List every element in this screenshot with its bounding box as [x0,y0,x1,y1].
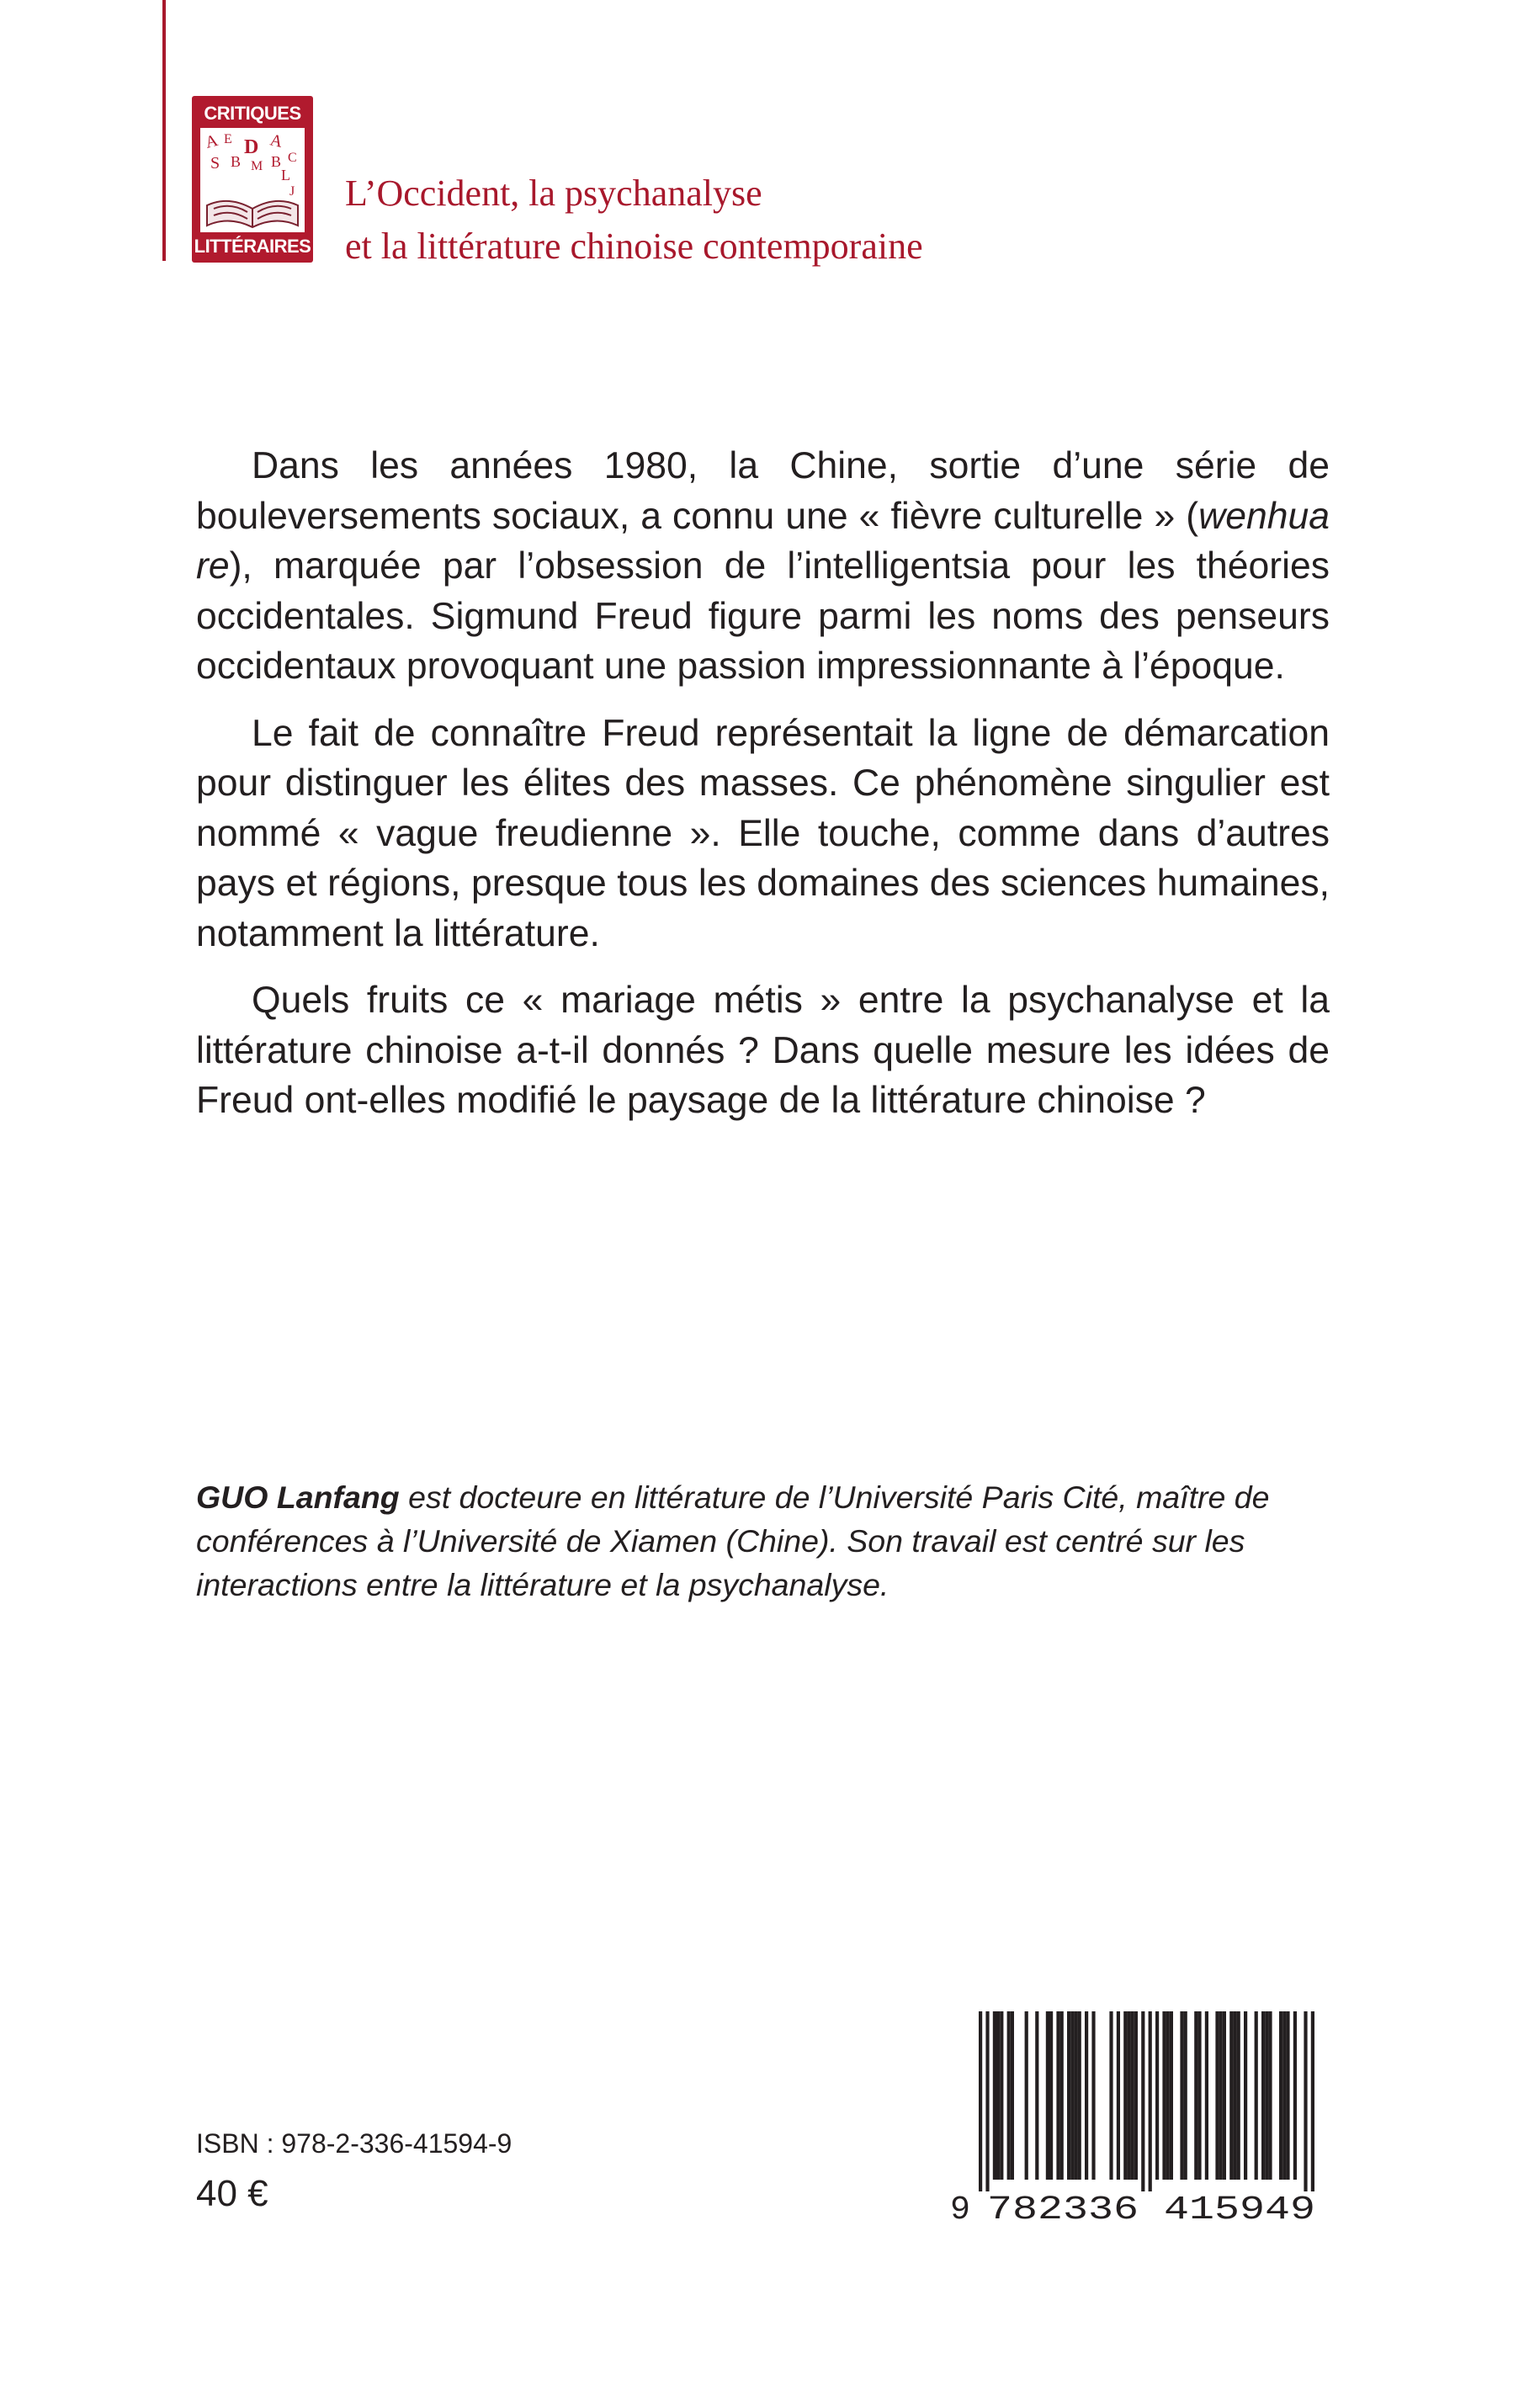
barcode-bar [1184,2011,1187,2180]
barcode-bar [1265,2011,1268,2180]
barcode-bar [996,2011,1000,2180]
blurb-paragraph-1: Dans les années 1980, la Chine, sortie d’une série de bouleversements sociaux, a connu une « fièvre culturelle » (wenhua re), marquée par l’obsession de l’intelligentsia pour les théories occidentales. Sigmund Freud figure parmi les noms des penseurs occidentaux provoquant une passion impressionnante à l’époque. [196,445,1330,687]
barcode-bar [1180,2011,1183,2180]
barcode-bar [1025,2011,1028,2180]
barcode-bar [1011,2011,1014,2180]
barcode-bar [1049,2011,1053,2180]
barcode-bar [1194,2011,1197,2180]
barcode-bar [1255,2011,1258,2180]
logo-letter: A [268,130,284,151]
barcode-bar [1233,2011,1236,2180]
series-logo [192,96,313,263]
barcode-bar [1070,2011,1074,2180]
author-bio-text: est docteure en littérature de l’Université Paris Cité, maître de conférences à l’Université de Xiamen (Chine). Son travail est centré sur les interactions entre la littérature et la psychanalyse. [196,1479,1270,1602]
barcode-guard-bar [985,2011,989,2191]
price-text: 40 € [196,2173,268,2214]
logo-letter: C [288,151,297,165]
barcode-bar [1000,2011,1003,2180]
barcode [947,2008,1334,2225]
barcode-right-group: 415949 [1164,2191,1315,2225]
barcode-bar [1293,2011,1297,2180]
barcode-bar [1229,2011,1233,2180]
logo-letter: M [251,159,263,173]
barcode-bar [1205,2011,1208,2180]
author-bio [196,1475,1330,1607]
barcode-bar [1060,2011,1064,2180]
barcode-bar [1085,2011,1088,2180]
barcode-bar [1127,2011,1130,2180]
logo-letter: L [281,167,290,183]
logo-letter: S [210,154,220,173]
barcode-bar [1117,2011,1120,2180]
barcode-bar [1223,2011,1226,2180]
barcode-guard-bar [1311,2011,1314,2191]
isbn-text: ISBN : 978-2-336-41594-9 [196,2128,512,2159]
book-title-line-1: L’Occident, la psychanalyse [345,173,762,214]
open-book-icon [200,128,305,232]
barcode-bar [1237,2011,1240,2180]
author-name: GUO Lanfang [196,1479,400,1515]
barcode-guard-bar [1149,2011,1152,2191]
barcode-bar [1134,2011,1138,2180]
barcode-bar [1046,2011,1049,2180]
logo-letter: J [289,184,295,199]
barcode-first-digit: 9 [950,2191,971,2225]
barcode-guard-bar [1141,2011,1144,2191]
back-cover-blurb [196,441,1330,1143]
barcode-bar [1074,2011,1077,2180]
spine-rule [162,0,166,261]
barcode-bar [1282,2011,1286,2180]
barcode-bar [1123,2011,1127,2180]
logo-letter: B [231,153,242,170]
barcode-bar [1197,2011,1201,2180]
barcode-bar [1109,2011,1113,2180]
book-title-line-2: et la littérature chinoise contemporaine [345,226,923,267]
barcode-bar [1131,2011,1134,2180]
barcode-bar [1035,2011,1038,2180]
barcode-guard-bar [1304,2011,1307,2191]
blurb-paragraph-2: Le fait de connaître Freud représentait la ligne de démarcation pour distinguer les élites des masses. Ce phénomène singulier est nommé « vague freudienne ». Elle touche, comme dans d’autres pays et régions, presque tous les domaines des sciences humaines, notamment la littérature. [196,712,1330,954]
book-title [345,167,923,273]
blurb-paragraph-3: Quels fruits ce « mariage métis » entre la psychanalyse et la littérature chinoise a-t-il donnés ? Dans quelle mesure les idées de Freud ont-elles modifié le paysage de la littérature chinoise ? [196,980,1330,1121]
barcode-bar [1056,2011,1059,2180]
barcode-bar [1166,2011,1170,2180]
logo-bottom-text: LITTÉRAIRES [194,236,311,257]
barcode-bar [1215,2011,1219,2180]
barcode-guard-bar [979,2011,982,2191]
barcode-bar [1268,2011,1272,2180]
barcode-left-group: 782336 [987,2191,1139,2225]
barcode-bar [1078,2011,1081,2180]
barcode-bar [1162,2011,1166,2180]
logo-letter: B [271,153,282,170]
barcode-bar [993,2011,996,2180]
barcode-bar [1007,2011,1011,2180]
barcode-bar [1279,2011,1282,2180]
barcode-bar [1155,2011,1159,2180]
barcode-bar [1067,2011,1070,2180]
barcode-bar [1219,2011,1223,2180]
logo-top-text: CRITIQUES [204,103,301,124]
barcode-bar [1286,2011,1289,2180]
barcode-bar [1261,2011,1265,2180]
logo-letter: E [224,132,232,146]
barcode-bar [1244,2011,1247,2180]
barcode-bar [1091,2011,1095,2180]
barcode-bar [1170,2011,1173,2180]
logo-letter: A [203,130,220,152]
logo-letter: D [244,136,259,158]
